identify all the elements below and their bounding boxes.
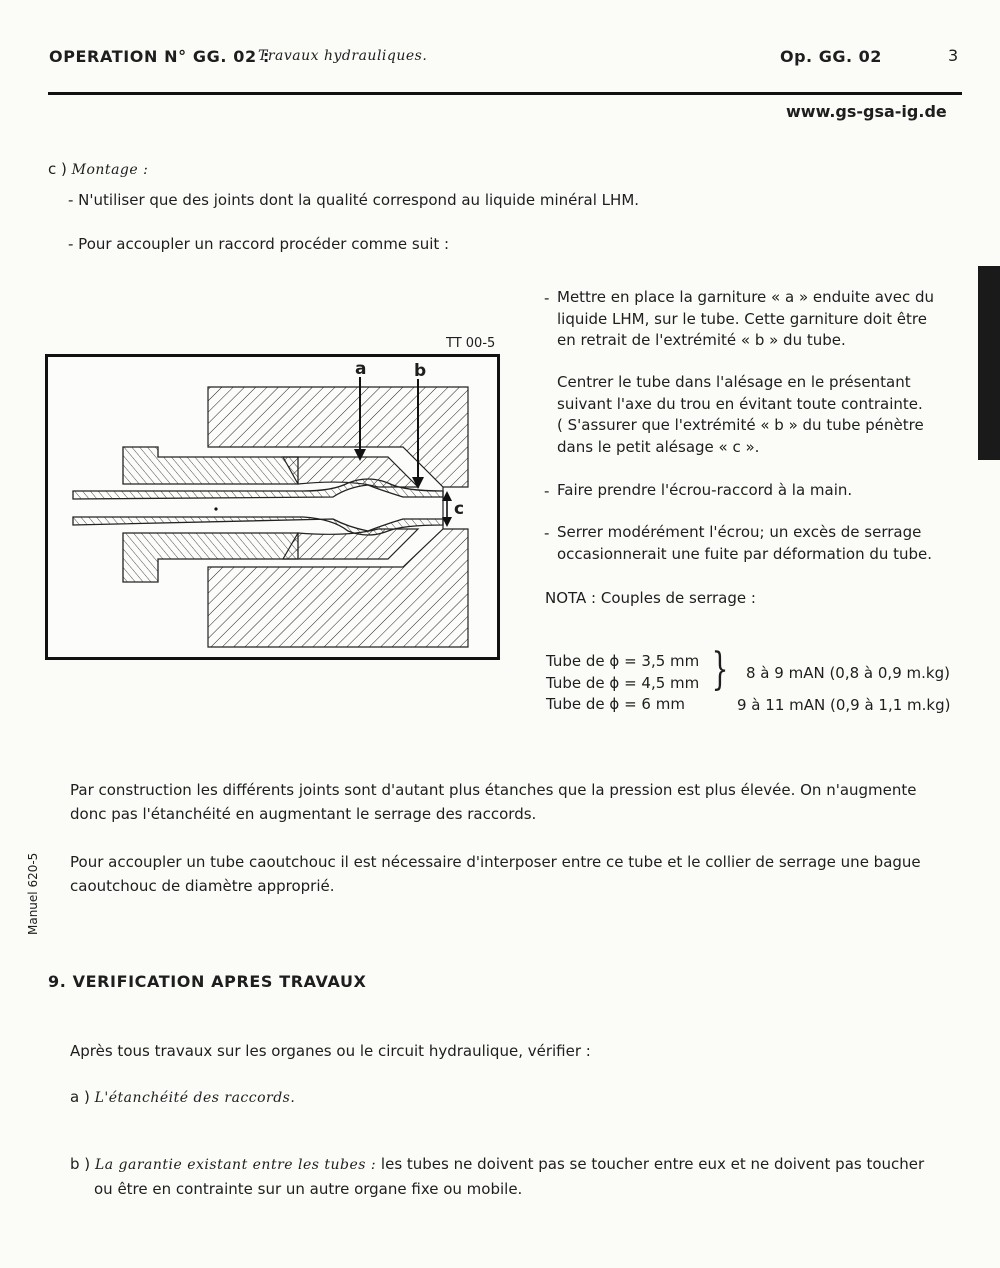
instruction-1-line: liquide LHM, sur le tube. Cette garniture doit être [557,309,927,328]
torque-row: Tube de ϕ = 6 mm [546,695,685,713]
paragraph-line: Par construction les différents joints sont d'autant plus étanches que la pression est plus élevée. On n'augmente [70,781,917,799]
instruction-2 [557,372,924,458]
instruction-2-line: suivant l'axe du trou en évitant toute contrainte. [557,394,923,413]
instruction-2-line: Centrer le tube dans l'alésage en le présentant [557,373,911,391]
page-number: 3 [948,46,959,65]
instruction-2-line: dans le petit alésage « c ». [557,437,760,456]
instruction-3-line: Faire prendre l'écrou-raccord à la main. [557,481,853,499]
instruction-1-bullet: - [544,289,550,307]
torque-tube-list [546,651,699,716]
section-9-item-a [70,1088,295,1106]
section-c-item-2: - Pour accoupler un raccord procéder comme suit : [68,235,450,253]
operation-label: OPERATION N° GG. 02 : [49,47,270,66]
torque-row: Tube de ϕ = 3,5 mm [546,652,700,670]
paragraph-rubber-tube [70,850,921,898]
instruction-1-line: en retrait de l'extrémité « b » du tube. [557,331,846,349]
section-9-heading [48,972,366,991]
page-edge-tab [978,266,1000,460]
label-b: b [414,361,427,381]
coupling-diagram [45,354,500,660]
label-a: a [355,359,367,379]
paragraph-line: caoutchouc de diamètre approprié. [70,877,335,895]
instruction-4-line: occasionnerait une fuite par déformation du tube. [557,544,933,563]
section-c-title: Montage : [71,162,149,178]
instruction-1 [557,287,934,352]
seal-lower [283,529,418,559]
torque-value-2: 9 à 11 mAN (0,9 à 1,1 m.kg) [737,696,951,714]
section-c-item-1: - N'utiliser que des joints dont la qualité correspond au liquide minéral LHM. [68,191,640,209]
header-rule [48,92,962,95]
item-a-label: a ) [70,1088,90,1106]
coupling-cross-section [48,357,497,657]
instruction-3 [557,480,852,502]
nut-upper [123,447,298,484]
torque-value-1: 8 à 9 mAN (0,8 à 0,9 m.kg) [746,664,950,682]
section-9-item-b [70,1155,924,1173]
section-9-title: VERIFICATION APRES TRAVAUX [72,972,367,991]
paragraph-construction [70,778,917,826]
website-link[interactable]: www.gs-gsa-ig.de [786,102,947,121]
section-9-number: 9. [48,972,67,991]
instruction-4 [557,522,932,565]
paragraph-line: Pour accoupler un tube caoutchouc il est nécessaire d'interposer entre ce tube et le collier de serrage une bague [70,853,921,871]
section-c-heading [48,160,148,178]
item-b-label: b ) [70,1155,91,1173]
item-b-rest: les tubes ne doivent pas se toucher entre eux et ne doivent pas toucher [380,1155,925,1173]
section-c-label: c ) [48,160,67,178]
instruction-3-bullet: - [544,482,550,500]
op-reference: Op. GG. 02 [780,47,882,66]
label-c: c [454,499,465,519]
section-9-intro: Après tous travaux sur les organes ou le circuit hydraulique, vérifier : [70,1042,591,1060]
instruction-4-bullet: - [544,524,550,542]
operation-title: Travaux hydrauliques. [258,48,428,64]
instruction-2-line: ( S'assurer que l'extrémité « b » du tube pénètre [557,416,924,434]
torque-row: Tube de ϕ = 4,5 mm [546,673,700,692]
item-b-italic: La garantie existant entre les tubes : [94,1157,377,1173]
figure-reference: TT 00-5 [446,336,496,351]
section-9-item-b-line2: ou être en contrainte sur un autre organe fixe ou mobile. [94,1180,523,1198]
torque-brace: } [711,644,729,695]
paragraph-line: donc pas l'étanchéité en augmentant le serrage des raccords. [70,805,537,823]
manual-side-label: Manuel 620-5 [26,852,40,935]
instruction-1-line: Mettre en place la garniture « a » enduite avec du [557,288,935,306]
item-a-text: L'étanchéité des raccords. [94,1090,296,1106]
nota-heading: NOTA : Couples de serrage : [545,589,756,607]
instruction-4-line: Serrer modérément l'écrou; un excès de serrage [557,523,922,541]
